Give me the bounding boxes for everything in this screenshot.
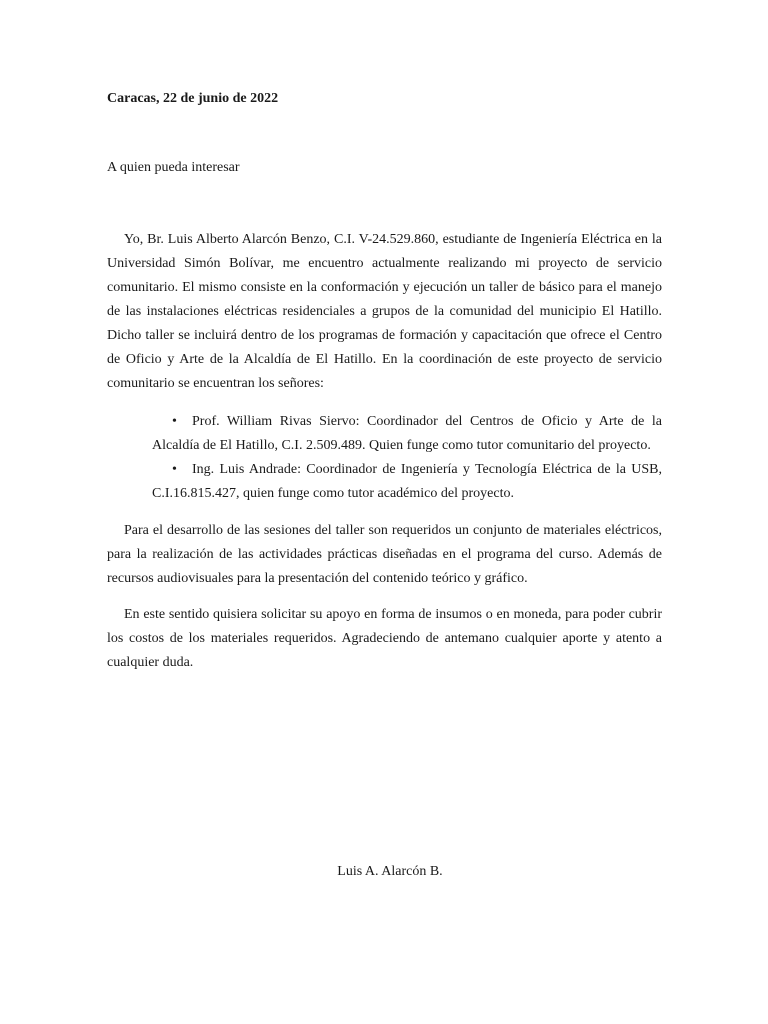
- bullet-icon: •: [172, 414, 177, 429]
- body-paragraph-2: Para el desarrollo de las sesiones del taller son requeridos un conjunto de materiales eléctricos, para la realización de las actividades prácticas diseñadas en el programa del curso. Además de recursos audiovisuales para la presentación del contenido teórico y gráfico.: [107, 523, 662, 586]
- list-item-text: Ing. Luis Andrade: Coordinador de Ingeniería y Tecnología Eléctrica de la USB, C.I.16.815.427, quien funge como tutor académico del proyecto.: [152, 462, 662, 501]
- list-item-text: Prof. William Rivas Siervo: Coordinador del Centros de Oficio y Arte de la Alcaldía de El Hatillo, C.I. 2.509.489. Quien funge como tutor comunitario del proyecto.: [152, 414, 662, 453]
- coordinators-list: [152, 410, 662, 506]
- list-item: [152, 410, 662, 458]
- list-item: [152, 458, 662, 506]
- bullet-icon: •: [172, 462, 177, 477]
- body-paragraph-3: En este sentido quisiera solicitar su apoyo en forma de insumos o en moneda, para poder cubrir los costos de los materiales requeridos. Agradeciendo de antemano cualquier aporte y atento a cualquier duda.: [107, 607, 662, 670]
- body-paragraph-1: Yo, Br. Luis Alberto Alarcón Benzo, C.I. V-24.529.860, estudiante de Ingeniería Eléctrica en la Universidad Simón Bolívar, me encuentro actualmente realizando mi proyecto de servicio comunitario. El mismo consiste en la conformación y ejecución un taller de básico para el manejo de las instalaciones eléctricas residenciales a grupos de la comunidad del municipio El Hatillo. Dicho taller se incluirá dentro de los programas de formación y capacitación que ofrece el Centro de Oficio y Arte de la Alcaldía de El Hatillo. En la coordinación de este proyecto de servicio comunitario se encuentran los señores:: [107, 232, 662, 391]
- letter-date: Caracas, 22 de junio de 2022: [107, 91, 279, 106]
- letter-greeting: A quien pueda interesar: [107, 160, 240, 175]
- signature-name: Luis A. Alarcón B.: [337, 864, 443, 879]
